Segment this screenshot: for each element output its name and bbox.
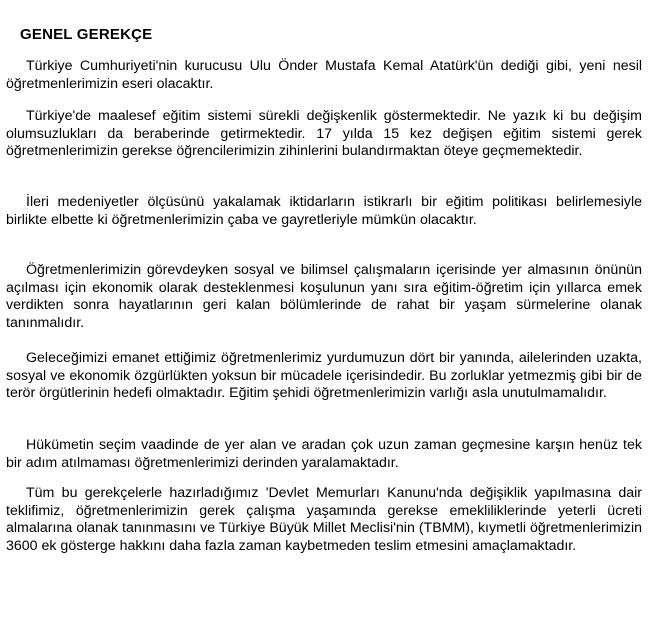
paragraph-teacher-support: Öğretmenlerimizin görevdeyken sosyal ve bilimsel çalışmaların içerisinde yer almasının önünün açılması için ekonomik olarak desteklenmesi koşulunun yanı sıra eğitim-öğretim için yıllarca emek verdikten sonra hayatlarının geri kalan bölümlerinde de rahat bir yaşam sürmelerine olanak tanınmalıdır. xyxy=(6,262,642,331)
section-heading: GENEL GEREKÇE xyxy=(20,26,153,43)
paragraph-education-system-changes: Türkiye'de maalesef eğitim sistemi sürekli değişkenlik göstermektedir. Ne yazık ki bu değişim olumsuzlukları da beraberinde getirmektedir. 17 yılda 15 kez değişen eğitim sistemi gerek öğretmenlerimizin gerekse öğrencilerimizin zihinlerini bulandırmaktan öteye geçmemektedir. xyxy=(6,108,642,160)
paragraph-government-promise: Hükümetin seçim vaadinde de yer alan ve aradan çok uzun zaman geçmesine karşın henüz tek bir adım atılmaması öğretmenlerimizi derinden yaralamaktadır. xyxy=(6,437,642,471)
paragraph-ataturk-quote: Türkiye Cumhuriyeti'nin kurucusu Ulu Önder Mustafa Kemal Atatürk'ün dediği gibi, yeni nesil öğretmenlerimizin eseri olacaktır. xyxy=(6,58,642,92)
paragraph-advanced-civilizations: İleri medeniyetler ölçüsünü yakalamak iktidarların istikrarlı bir eğitim politikası belirlemesiyle birlikte elbette ki öğretmenlerimizin çaba ve gayretleriyle mümkün olacaktır. xyxy=(6,194,642,228)
paragraph-teacher-struggle: Geleceğimizi emanet ettiğimiz öğretmenlerimiz yurdumuzun dört bir yanında, ailelerinden uzakta, sosyal ve ekonomik özgürlükten yoksun bir mücadele içerisindedir. Bu zorluklar yetmezmiş gibi bir de terör örgütlerinin hedefi olmaktadır. Eğitim şehidi öğretmenlerimizin varlığı asla unutulmamalıdır. xyxy=(6,350,642,402)
paragraph-proposal-purpose: Tüm bu gerekçelerle hazırladığımız 'Devlet Memurları Kanunu'nda değişiklik yapılmasına dair teklifimiz, öğretmenlerimizin gerek çalışma yaşamında gerekse emekliliklerinde yeterli ücreti almalarına olanak tanınmasını ve Türkiye Büyük Millet Meclisi'nin (TBMM), kıymetli öğretmenlerimizin 3600 ek gösterge hakkını daha fazla zaman kaybetmeden teslim etmesini amaçlamaktadır. xyxy=(6,485,642,554)
